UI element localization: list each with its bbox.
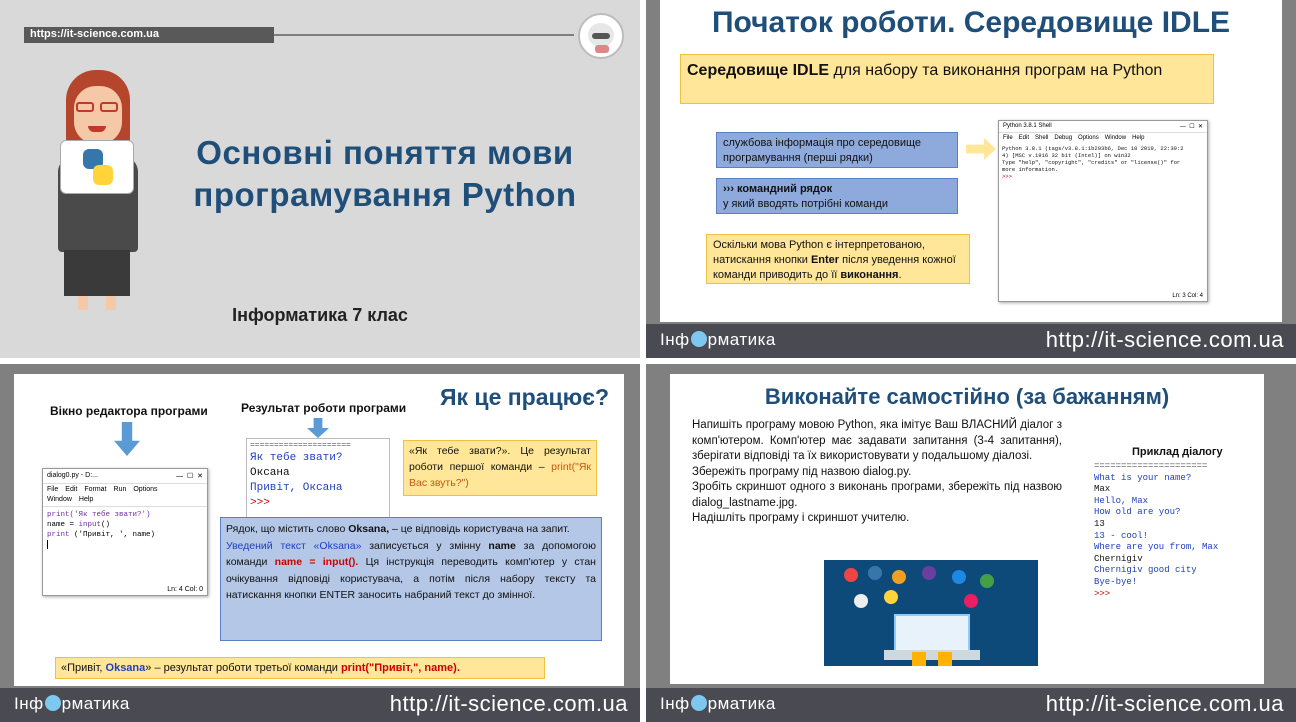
editor-status: Ln: 4 Col: 0 xyxy=(167,586,203,593)
footer-bar: Інф рматика http://it-science.com.ua xyxy=(646,688,1296,722)
window-controls-icon: — ☐ ✕ xyxy=(176,473,203,480)
intro-box: Середовище IDLE для набору та виконання програм на Python xyxy=(680,54,1214,104)
output-window: ===================== Як тебе звати? Оксана Привіт, Оксана >>> xyxy=(246,438,390,518)
note-third-command: «Привіт, Oksana» – результат роботи третьої команди print("Привіт,", name). xyxy=(55,657,545,679)
slide-idle[interactable] xyxy=(646,0,1296,358)
header-rule xyxy=(274,34,574,36)
slide-title-text: Виконайте самостійно (за бажанням) xyxy=(764,384,1170,409)
window-controls-icon: — ☐ ✕ xyxy=(1179,124,1203,130)
slide-how-it-works[interactable] xyxy=(0,364,640,722)
task-text: Напишіть програму мовою Python, яка імітує Ваш ВЛАСНИЙ діалог з комп'ютером. Комп'ютер має задавати запитання (3-4 запитання), зберігати відповіді та їх використовувати у подальшому діалозі. Збережіть програму під назвою dialog.py. Зробіть скриншот одного з виконань програми, збережіть під назвою dialog_lastname.jpg. Надішліть програму і скриншот учителю. xyxy=(692,419,1062,524)
example-title: Приклад діалогу xyxy=(1132,446,1223,458)
footer-bar: Інф рматика http://it-science.com.ua xyxy=(646,324,1296,358)
programming-illustration xyxy=(824,560,1038,666)
shell-status: Ln: 3 Col: 4 xyxy=(1172,293,1203,299)
teacher-illustration xyxy=(48,70,148,310)
mascot-avatar xyxy=(578,13,624,59)
python-shell-window: Python 3.8.1 Shell — ☐ ✕ File Edit Shell Debug Options Window Help Python 3.8.1 (tags/v3.8.1:1b293b6, Dec 18 2019, 22:39:2 4) [MSC v.1916 32 bit (Intel)] on win32 Type "help", "copyright", "credits" or "license()" for more information. >>> Ln: 3 Col: 4 xyxy=(998,120,1208,302)
grade-subtitle: Інформатика 7 клас xyxy=(232,305,408,325)
slide-title-text: Основні поняття мови програмування Python xyxy=(193,134,577,213)
note-first-command: «Як тебе звати?». Це результат роботи першої команди – print("Як Вас звуть?") xyxy=(403,440,597,496)
slide-homework[interactable] xyxy=(646,364,1296,722)
site-label: https://it-science.com.ua xyxy=(24,27,274,43)
example-dialog: ===================== What is your name? Max Hello, Max How old are you? 13 13 - cool! Where are you from, Max Chernigiv Chernigiv good city Bye-bye! >>> xyxy=(1094,461,1219,599)
footer-bar: Інф рматика http://it-science.com.ua xyxy=(0,688,640,722)
globe-icon xyxy=(691,331,707,347)
editor-label: Вікно редактора програми xyxy=(50,404,208,418)
result-label: Результат роботи програми xyxy=(241,401,407,415)
note-input-explanation: Рядок, що містить слово Oksana, – це відповідь користувача на запит. Уведений текст «Oksana» записується у змінну name за допомогою команди name = input(). Ця інструкція переводить комп'ютер у стан очікування відповіді користувача, а потім після набору тексту та натискання кнопки ENTER заносить набраний текст до змінної. xyxy=(220,517,602,641)
command-line-box: ››› командний рядок у який вводять потрібні команди xyxy=(716,178,958,214)
globe-icon xyxy=(45,695,61,711)
info-box: службова інформація про середовище програмування (перші рядки) xyxy=(716,132,958,168)
globe-icon xyxy=(691,695,707,711)
slide-title-text: Як це працює? xyxy=(440,384,610,410)
editor-window: dialog0.py - D:... — ☐ ✕ File Edit Format Run Options Window Help print('Як тебе звати?') name = input() print ('Привіт, ', name) Ln: 4 Col: 0 xyxy=(42,468,208,596)
slide-title[interactable] xyxy=(0,0,640,358)
python-logo-icon xyxy=(60,140,134,194)
slide-title-text: Початок роботи. Середовище IDLE xyxy=(711,6,1231,39)
interpreter-note: Оскільки мова Python є інтерпретованою, натискання кнопки Enter після уведення кожної команди приводить до її виконання. xyxy=(706,234,970,284)
editor-code[interactable]: print('Як тебе звати?') name = input() print ('Привіт, ', name) xyxy=(43,507,207,552)
